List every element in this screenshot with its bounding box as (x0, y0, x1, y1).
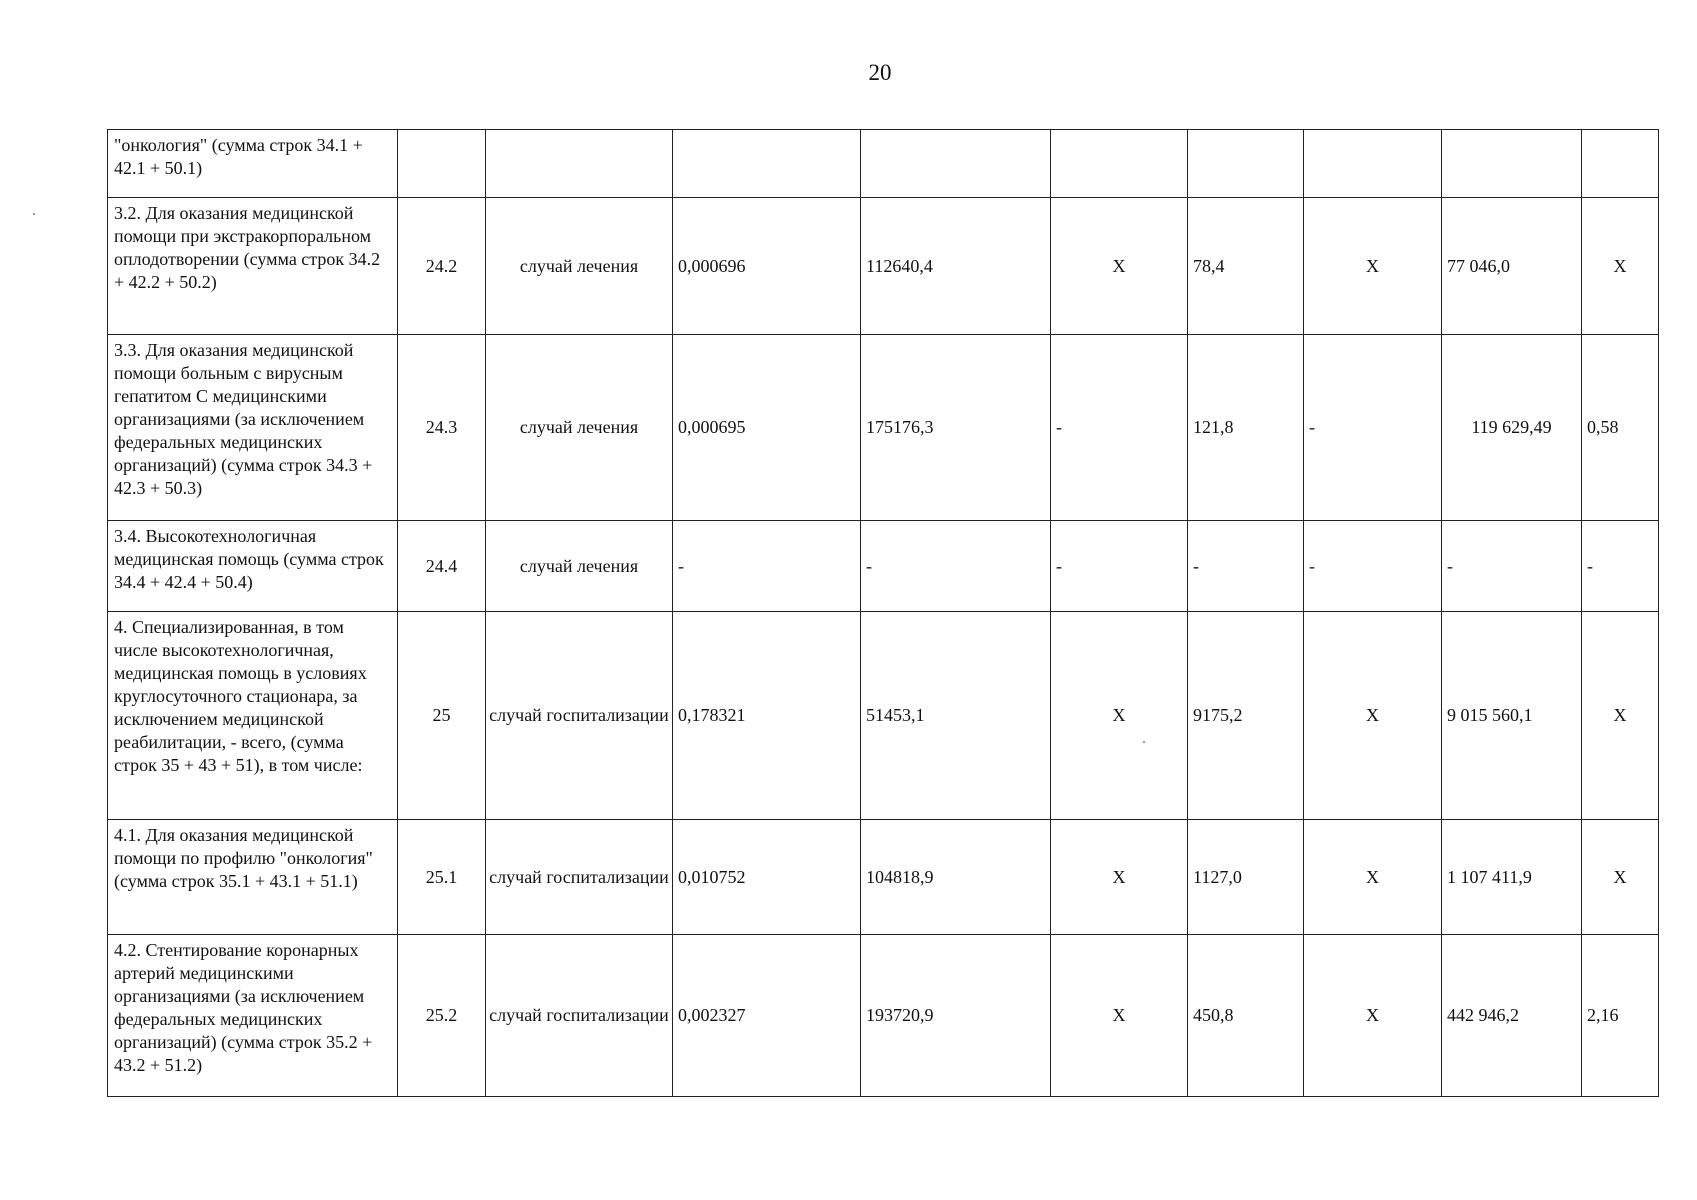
cell-name: 3.3. Для оказания медицинской помощи больным с вирусным гепатитом С медицинскими организациями (за исключением федеральных медицинских организаций) (сумма строк 34.3 + 42.3 + 50.3) (108, 335, 398, 521)
cell-col8: Х (1304, 612, 1442, 820)
cell-name: 4. Специализированная, в том числе высокотехнологичная, медицинская помощь в условиях круглосуточного стационара, за исключением медицинской реабилитации, - всего, (сумма строк 35 + 43 + 51), в том числе: (108, 612, 398, 820)
cell-col8 (1304, 130, 1442, 198)
cell-col10 (1582, 130, 1659, 198)
cell-name: 4.1. Для оказания медицинской помощи по профилю "онкология" (сумма строк 35.1 + 43.1 + 51.1) (108, 820, 398, 935)
cell-name: 3.2. Для оказания медицинской помощи при экстракорпоральном оплодотворении (сумма строк 34.2 + 42.2 + 50.2) (108, 198, 398, 335)
cell-col7: 121,8 (1188, 335, 1304, 521)
cell-col6: Х (1051, 820, 1188, 935)
table-row (108, 335, 1659, 521)
cell-col10: Х (1582, 198, 1659, 335)
cell-unit: случай госпитализации (486, 612, 673, 820)
cell-cost: 104818,9 (861, 820, 1051, 935)
cell-row-number (398, 130, 486, 198)
cell-col6: Х (1051, 612, 1188, 820)
cell-col8: - (1304, 335, 1442, 521)
cell-col7: 9175,2 (1188, 612, 1304, 820)
cell-row-number: 25 (398, 612, 486, 820)
cell-col7 (1188, 130, 1304, 198)
cell-row-number: 25.2 (398, 935, 486, 1097)
cell-norm: 0,002327 (673, 935, 861, 1097)
cell-unit: случай лечения (486, 335, 673, 521)
cell-col7: 450,8 (1188, 935, 1304, 1097)
cell-cost: 193720,9 (861, 935, 1051, 1097)
table-row (108, 935, 1659, 1097)
cell-norm: 0,000695 (673, 335, 861, 521)
cell-name: 3.4. Высокотехнологичная медицинская помощь (сумма строк 34.4 + 42.4 + 50.4) (108, 521, 398, 612)
cell-unit: случай лечения (486, 198, 673, 335)
cell-col8: - (1304, 521, 1442, 612)
cell-col10: 2,16 (1582, 935, 1659, 1097)
cell-row-number: 25.1 (398, 820, 486, 935)
cell-unit: случай госпитализации (486, 820, 673, 935)
cell-norm: 0,000696 (673, 198, 861, 335)
cell-norm: - (673, 521, 861, 612)
cell-row-number: 24.3 (398, 335, 486, 521)
cell-col6: - (1051, 335, 1188, 521)
cell-col6: Х (1051, 935, 1188, 1097)
cell-col9: 9 015 560,1 (1442, 612, 1582, 820)
table-row (108, 198, 1659, 335)
cell-col6: - (1051, 521, 1188, 612)
cell-col7: 1127,0 (1188, 820, 1304, 935)
cell-row-number: 24.4 (398, 521, 486, 612)
cell-col10: Х (1582, 820, 1659, 935)
cell-name: "онкология" (сумма строк 34.1 + 42.1 + 50.1) (108, 130, 398, 198)
table-row (108, 612, 1659, 820)
cell-norm: 0,178321 (673, 612, 861, 820)
cell-norm (673, 130, 861, 198)
cell-col6 (1051, 130, 1188, 198)
cell-cost (861, 130, 1051, 198)
cell-cost: 51453,1 (861, 612, 1051, 820)
cell-col7: - (1188, 521, 1304, 612)
cell-col6: Х (1051, 198, 1188, 335)
cell-cost: 175176,3 (861, 335, 1051, 521)
cell-col9: 1 107 411,9 (1442, 820, 1582, 935)
cell-col10: 0,58 (1582, 335, 1659, 521)
data-table (107, 129, 1659, 1097)
cell-col9: 442 946,2 (1442, 935, 1582, 1097)
cell-col9: 77 046,0 (1442, 198, 1582, 335)
cell-col8: Х (1304, 820, 1442, 935)
cell-cost: 112640,4 (861, 198, 1051, 335)
cell-col8: Х (1304, 198, 1442, 335)
cell-name: 4.2. Стентирование коронарных артерий медицинскими организациями (за исключением федеральных медицинских организаций) (сумма строк 35.2 + 43.2 + 51.2) (108, 935, 398, 1097)
cell-row-number: 24.2 (398, 198, 486, 335)
scan-speck (33, 213, 35, 215)
table-row (108, 130, 1659, 198)
cell-col7: 78,4 (1188, 198, 1304, 335)
cell-unit: случай госпитализации (486, 935, 673, 1097)
cell-cost: - (861, 521, 1051, 612)
cell-unit (486, 130, 673, 198)
table-row (108, 521, 1659, 612)
cell-norm: 0,010752 (673, 820, 861, 935)
cell-col8: Х (1304, 935, 1442, 1097)
cell-col10: Х (1582, 612, 1659, 820)
cell-col9 (1442, 130, 1582, 198)
cell-unit: случай лечения (486, 521, 673, 612)
page-number: 20 (868, 60, 892, 85)
cell-col9: - (1442, 521, 1582, 612)
table-row (108, 820, 1659, 935)
cell-col10: - (1582, 521, 1659, 612)
cell-col9: 119 629,49 (1442, 335, 1582, 521)
